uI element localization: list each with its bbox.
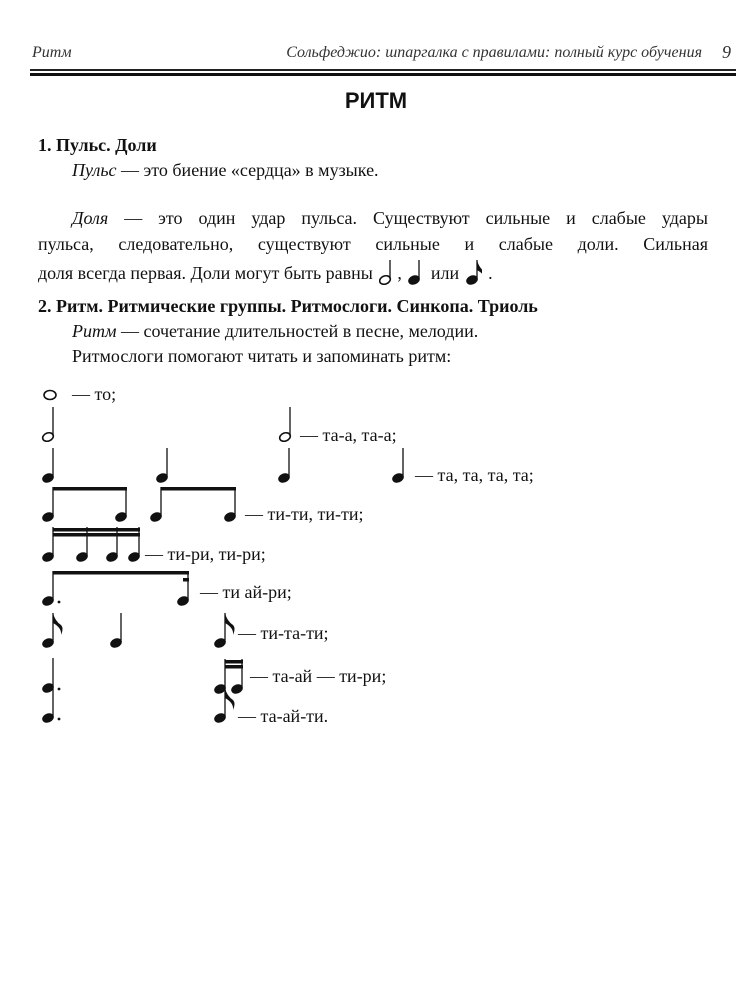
- text: — это один удар пульса. Существуют сильные и слабые удары: [108, 208, 708, 228]
- term: Ритм: [72, 321, 117, 341]
- note-dot: [58, 718, 61, 721]
- text: — это биение «сердца» в музыке.: [116, 160, 379, 180]
- rhythm-syllables-intro: Ритмослоги помогают читать и запоминать ритм:: [72, 346, 452, 366]
- note-beam: [53, 528, 140, 532]
- note-dot: [58, 601, 61, 604]
- note-beam: [225, 660, 243, 664]
- text: или: [430, 263, 460, 283]
- running-header-right: Сольфеджио: шпаргалка с правилами: полный курс обучения: [286, 44, 702, 61]
- note-flag: [53, 613, 63, 635]
- page-number: 9: [722, 42, 731, 62]
- note-beam: [225, 665, 243, 669]
- section-heading-2: 2. Ритм. Ритмические группы. Ритмослоги. Синкопа. Триоль: [38, 296, 538, 316]
- text: — сочетание длительностей в песне, мелодии.: [116, 321, 479, 341]
- note-beam: [53, 533, 140, 537]
- rhythm-syllable-label: — ти-ри, ти-ри;: [145, 544, 266, 564]
- rhythm-syllable-label: — ти-та-ти;: [238, 623, 329, 643]
- rhythm-syllable-label: — то;: [72, 384, 117, 404]
- section-heading-1: 1. Пульс. Доли: [38, 135, 157, 155]
- rhythm-syllable-label: — та-а, та-а;: [300, 425, 397, 445]
- note-beam: [53, 571, 189, 575]
- text: ,: [397, 263, 402, 283]
- text: доля всегда первая. Доли могут быть равны: [38, 263, 373, 283]
- term: Пульс: [72, 160, 117, 180]
- note-beam: [53, 487, 127, 491]
- page-title: РИТМ: [344, 88, 408, 113]
- text: .: [488, 263, 493, 283]
- note-beam: [161, 487, 236, 491]
- whole-note-head: [44, 391, 56, 400]
- beat-definition-line2: пульса, следовательно, существуют сильные и слабые доли. Сильная: [38, 234, 708, 254]
- rhythm-syllable-label: — та-ай-ти.: [238, 706, 329, 726]
- rhythm-syllable-label: — та-ай — ти-ри;: [250, 666, 387, 686]
- term: Доля: [72, 208, 109, 228]
- running-header-left: Ритм: [32, 44, 72, 61]
- rhythm-syllable-label: — та, та, та, та;: [415, 465, 534, 485]
- rhythm-syllable-label: — ти-ти, ти-ти;: [245, 504, 364, 524]
- note-beam: [183, 578, 189, 582]
- rhythm-syllable-label: — ти ай-ри;: [200, 582, 292, 602]
- note-flag: [225, 613, 235, 635]
- note-dot: [58, 688, 61, 691]
